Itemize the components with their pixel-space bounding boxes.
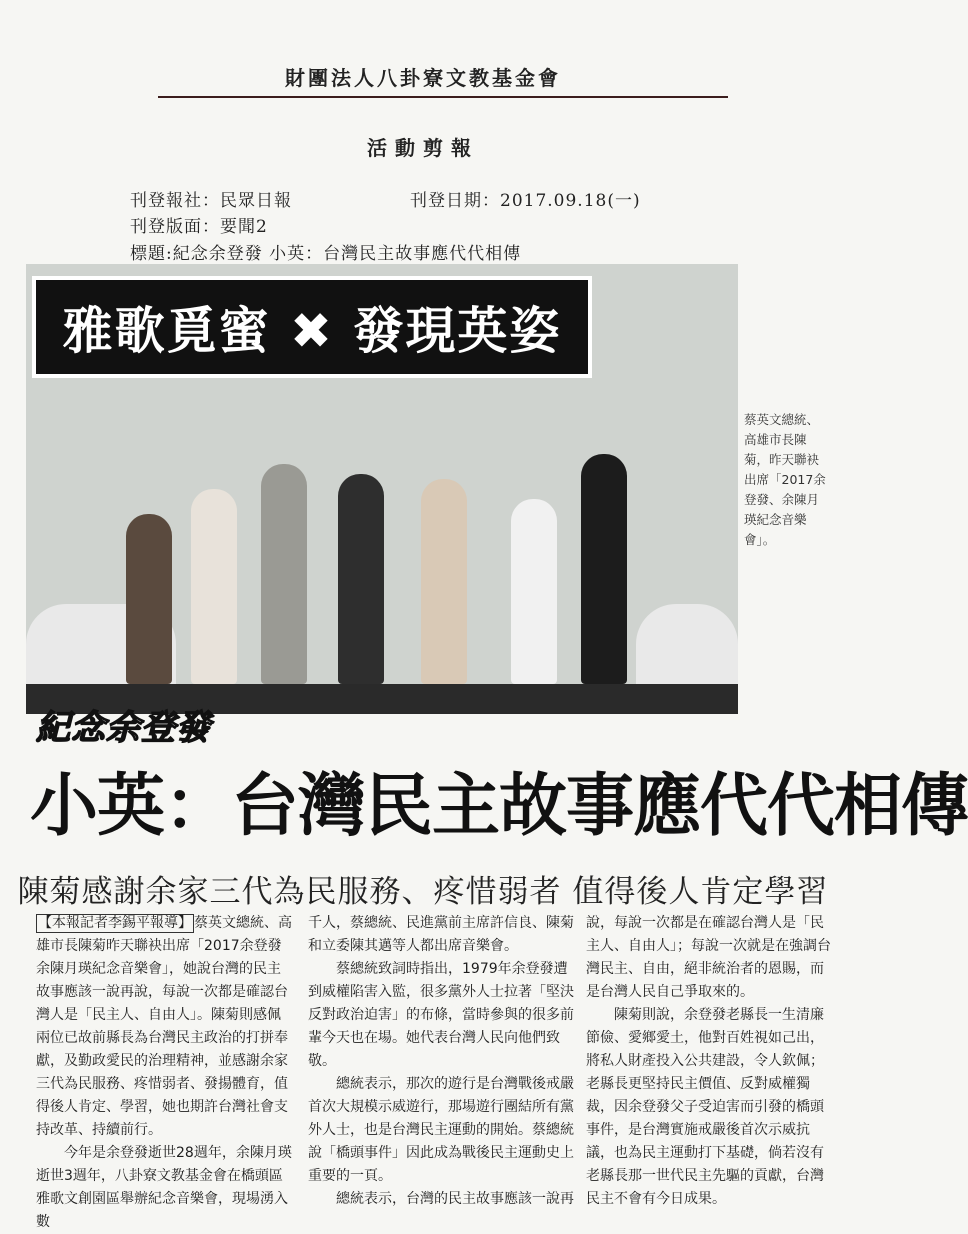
article-column-3 [586,912,832,1211]
headline: 小英：台灣民主故事應代代相傳 [30,767,968,846]
meta-paper: 刊登報社：民眾日報 [130,191,292,211]
clip-title: 活動剪報 [367,136,479,160]
performer [261,464,307,684]
event-photo [26,264,738,714]
performer [421,479,467,684]
performer [126,514,172,684]
article-paragraph [36,912,294,1142]
article-paragraph: 陳菊則說，余登發老縣長一生清廉節儉、愛鄉愛土，他對百姓視如己出，將私人財產投入公共建設，令人欽佩；老縣長更堅持民主價值、反對威權獨裁，因余登發父子受迫害而引發的橋頭事件，是台灣實施戒嚴後首次示威抗議，也為民主運動打下基礎，倘若沒有老縣長那一世代民主先驅的貢獻，台灣民主不會有今日成果。 [586,1007,824,1207]
article-paragraph: 蔡總統致詞時指出，1979年余登發遭到威權陷害入監，很多黨外人士拉著「堅決反對政治迫害」的布條，當時參與的很多前輩今天也在場。她代表台灣人民向他們致敬。 [308,961,574,1069]
byline: 【本報記者李錫平報導】 [38,915,192,931]
performer [338,474,384,684]
meta-date: 刊登日期：2017.09.18(一) [410,191,641,211]
article-paragraph: 今年是余登發逝世28週年，余陳月瑛逝世3週年，八卦寮文教基金會在橋頭區雅歌文創園區舉辦紀念音樂會，現場湧入數 [36,1145,292,1230]
article-paragraph: 說，每說一次都是在確認台灣人是「民主人、自由人」；每說一次就是在強調台灣民主、自由，絕非統治者的恩賜，而是台灣人民自己爭取來的。 [586,915,831,1000]
header-rule [158,96,728,98]
article-paragraph: 總統表示，台灣的民主故事應該一說再 [336,1191,574,1207]
article-paragraph: 千人，蔡總統、民進黨前主席許信良、陳菊和立委陳其邁等人都出席音樂會。 [308,915,574,954]
meta-title: 標題:紀念余登發 小英：台灣民主故事應代代相傳 [130,244,522,264]
paragraph-text: 蔡英文總統、高雄市長陳菊昨天聯袂出席「2017余登發余陳月瑛紀念音樂會」，她說台灣的民主故事應該一說再說，每說一次都是確認台灣人是「民主人、自由人」。陳菊則感佩兩位已故前縣長為台灣民主政治的打拼奉獻，及勤政愛民的治理精神，並感謝余家三代為民服務、疼惜弱者、發揚體育，值得後人肯定、學習，她也期許台灣社會支持改革、持續前行。 [36,915,292,1138]
flower-arrangement [636,604,738,684]
article-column-2 [308,912,574,1211]
photo-caption: 蔡英文總統、高雄市長陳菊，昨天聯袂出席「2017余登發、余陳月瑛紀念音樂會」。 [744,412,826,547]
banner-text: 雅歌覓蜜 ✖ 發現英姿 [62,302,562,360]
article-column-1 [36,912,294,1234]
performer [581,454,627,684]
stage-banner [32,276,592,378]
foundation-name: 財團法人八卦寮文教基金會 [285,66,561,90]
performer [191,489,237,684]
article-paragraph: 總統表示，那次的遊行是台灣戰後戒嚴首次大規模示威遊行，那場遊行團結所有黨外人士，也是台灣民主運動的開始。蔡總統說「橋頭事件」因此成為戰後民主運動史上重要的一頁。 [308,1076,574,1184]
kicker: 紀念余登發 [36,708,211,748]
subheadline: 陳菊感謝余家三代為民服務、疼惜弱者 值得後人肯定學習 [17,874,829,910]
performer [511,499,557,684]
meta-section: 刊登版面：要聞2 [130,217,268,237]
